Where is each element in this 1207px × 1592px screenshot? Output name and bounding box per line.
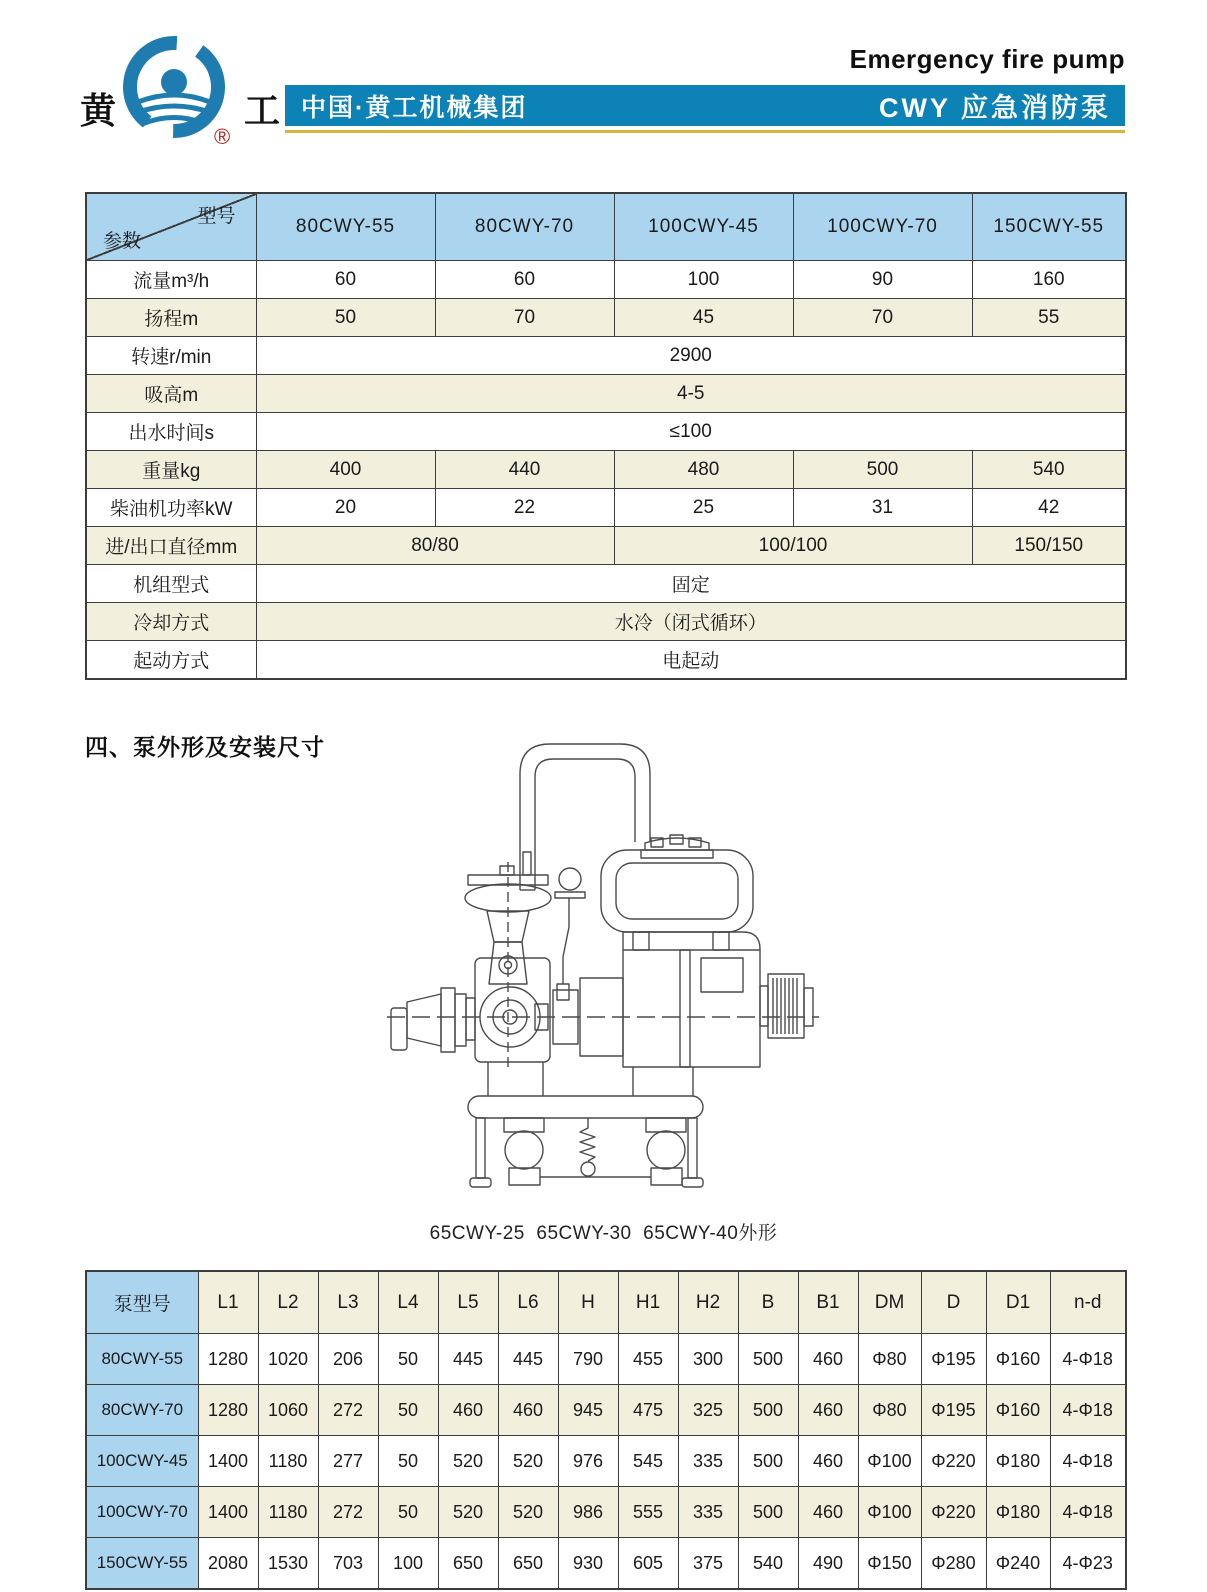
dim-cell: 540: [738, 1538, 798, 1590]
dim-cell: 475: [618, 1385, 678, 1436]
dim-col-header: D1: [986, 1271, 1050, 1334]
dim-cell: Φ160: [986, 1334, 1050, 1385]
dim-cell: 1280: [198, 1334, 258, 1385]
spec-table-row: [86, 565, 1126, 603]
spec-table-row: [86, 375, 1126, 413]
spec-row-label: 吸高m: [86, 375, 256, 413]
spec-row-label: 扬程m: [86, 299, 256, 337]
dim-row-label: 80CWY-55: [86, 1334, 198, 1385]
dim-cell: 650: [438, 1538, 498, 1590]
dim-col-header: L6: [498, 1271, 558, 1334]
dim-cell: 1180: [258, 1436, 318, 1487]
spec-cell: 45: [614, 299, 793, 337]
huanggong-logo: [66, 30, 298, 148]
dim-table-row: [86, 1334, 1126, 1385]
dim-col-header: L1: [198, 1271, 258, 1334]
spec-cell-merged: 水冷（闭式循环）: [256, 603, 1126, 641]
spec-cell: 400: [256, 451, 435, 489]
dim-cell: 2080: [198, 1538, 258, 1590]
spec-table-row: [86, 413, 1126, 451]
spec-cell: 60: [435, 261, 614, 299]
dim-row-label: 100CWY-45: [86, 1436, 198, 1487]
dim-col-header: L4: [378, 1271, 438, 1334]
dim-cell: 335: [678, 1487, 738, 1538]
dim-cell: Φ150: [858, 1538, 921, 1590]
spec-row-label: 起动方式: [86, 641, 256, 680]
dim-cell: 703: [318, 1538, 378, 1590]
spec-table-row: [86, 261, 1126, 299]
huanggong-logo-icon: [66, 30, 298, 148]
dim-cell: 1400: [198, 1487, 258, 1538]
spec-table-row: [86, 451, 1126, 489]
dim-cell: 976: [558, 1436, 618, 1487]
dim-col-header: 泵型号: [86, 1271, 198, 1334]
spec-cell: 480: [614, 451, 793, 489]
spec-row-label: 机组型式: [86, 565, 256, 603]
spec-row-label: 进/出口直径mm: [86, 527, 256, 565]
spec-cell-merged: 80/80: [256, 527, 614, 565]
dim-cell: Φ160: [986, 1385, 1050, 1436]
dim-col-header: L2: [258, 1271, 318, 1334]
spec-cell: 42: [972, 489, 1126, 527]
dim-cell: 1280: [198, 1385, 258, 1436]
pump-drawing-icon: [383, 722, 823, 1188]
dim-cell: 50: [378, 1385, 438, 1436]
dim-cell: Φ220: [921, 1487, 986, 1538]
spec-corner-cell: [86, 193, 256, 261]
dim-cell: Φ180: [986, 1487, 1050, 1538]
dim-cell: 375: [678, 1538, 738, 1590]
dim-cell: Φ100: [858, 1436, 921, 1487]
dim-table-body: [86, 1271, 1126, 1589]
dim-cell: 490: [798, 1538, 858, 1590]
dim-cell: Φ100: [858, 1487, 921, 1538]
corner-label-model: 型号: [197, 206, 236, 227]
dim-col-header: L5: [438, 1271, 498, 1334]
dim-cell: 500: [738, 1487, 798, 1538]
dim-row-label: 100CWY-70: [86, 1487, 198, 1538]
spec-cell-merged: 4-5: [256, 375, 1126, 413]
spec-cell-merged: 150/150: [972, 527, 1126, 565]
spec-cell: 90: [793, 261, 972, 299]
dim-cell: 500: [738, 1334, 798, 1385]
spec-table-row: [86, 527, 1126, 565]
dim-cell: 945: [558, 1385, 618, 1436]
dim-cell: 460: [798, 1385, 858, 1436]
spec-row-label: 冷却方式: [86, 603, 256, 641]
dim-cell: 930: [558, 1538, 618, 1590]
spec-table: [85, 192, 1127, 680]
dim-cell: 460: [798, 1487, 858, 1538]
page-title-en: Emergency fire pump: [849, 44, 1125, 74]
figure-caption: 65CWY-25 65CWY-30 65CWY-40外形: [429, 1223, 778, 1244]
dim-cell: 460: [798, 1334, 858, 1385]
dim-cell: 1020: [258, 1334, 318, 1385]
spec-header-row: [86, 193, 1126, 261]
dim-cell: 206: [318, 1334, 378, 1385]
dim-cell: 555: [618, 1487, 678, 1538]
spec-cell: 100: [614, 261, 793, 299]
company-name: 中国·黄工机械集团: [301, 93, 528, 122]
dim-cell: 460: [438, 1385, 498, 1436]
dim-cell: 272: [318, 1385, 378, 1436]
dim-cell: 50: [378, 1436, 438, 1487]
dim-cell: 1060: [258, 1385, 318, 1436]
spec-row-label: 流量m³/h: [86, 261, 256, 299]
dim-cell: 500: [738, 1436, 798, 1487]
dim-row-label: 150CWY-55: [86, 1538, 198, 1590]
dim-cell: 986: [558, 1487, 618, 1538]
dim-cell: 4-Φ18: [1050, 1436, 1126, 1487]
dim-cell: 100: [378, 1538, 438, 1590]
dim-cell: 790: [558, 1334, 618, 1385]
spec-cell: 160: [972, 261, 1126, 299]
spec-cell: 60: [256, 261, 435, 299]
dim-col-header: H: [558, 1271, 618, 1334]
header-banner: [285, 85, 1125, 126]
dim-cell: Φ180: [986, 1436, 1050, 1487]
spec-col-header: 100CWY-45: [614, 193, 793, 261]
dim-cell: Φ195: [921, 1334, 986, 1385]
pump-outline-drawing: [383, 722, 823, 1193]
dim-cell: 460: [498, 1385, 558, 1436]
spec-cell-merged: 100/100: [614, 527, 972, 565]
dim-cell: 650: [498, 1538, 558, 1590]
dim-cell: 1180: [258, 1487, 318, 1538]
spec-table-row: [86, 337, 1126, 375]
spec-cell-merged: 固定: [256, 565, 1126, 603]
dim-cell: 335: [678, 1436, 738, 1487]
spec-cell: 540: [972, 451, 1126, 489]
dim-cell: 300: [678, 1334, 738, 1385]
dim-cell: 520: [438, 1436, 498, 1487]
dim-table-row: [86, 1538, 1126, 1590]
dim-table-row: [86, 1487, 1126, 1538]
dim-cell: 520: [438, 1487, 498, 1538]
dim-cell: 520: [498, 1436, 558, 1487]
dim-cell: 4-Φ18: [1050, 1487, 1126, 1538]
dim-cell: 325: [678, 1385, 738, 1436]
dim-cell: 520: [498, 1487, 558, 1538]
spec-cell: 20: [256, 489, 435, 527]
spec-table-row: [86, 603, 1126, 641]
spec-cell: 500: [793, 451, 972, 489]
spec-cell: 50: [256, 299, 435, 337]
dim-row-label: 80CWY-70: [86, 1385, 198, 1436]
spec-col-header: 80CWY-70: [435, 193, 614, 261]
dim-col-header: B1: [798, 1271, 858, 1334]
dim-cell: Φ195: [921, 1385, 986, 1436]
dim-cell: 500: [738, 1385, 798, 1436]
gold-divider: [285, 130, 1125, 133]
spec-cell: 440: [435, 451, 614, 489]
section-title: 四、泵外形及安装尺寸: [85, 734, 325, 760]
spec-row-label: 柴油机功率kW: [86, 489, 256, 527]
dim-cell: 460: [798, 1436, 858, 1487]
dim-table-row: [86, 1385, 1126, 1436]
dim-col-header: D: [921, 1271, 986, 1334]
spec-cell: 31: [793, 489, 972, 527]
registered-mark: ®: [214, 124, 231, 148]
dim-cell: 277: [318, 1436, 378, 1487]
dim-cell: Φ280: [921, 1538, 986, 1590]
dim-cell: Φ240: [986, 1538, 1050, 1590]
dim-cell: 4-Φ18: [1050, 1334, 1126, 1385]
dim-table-row: [86, 1436, 1126, 1487]
spec-table-body: [86, 193, 1126, 679]
dim-cell: 545: [618, 1436, 678, 1487]
spec-cell: 25: [614, 489, 793, 527]
dim-col-header: L3: [318, 1271, 378, 1334]
spec-table-row: [86, 489, 1126, 527]
dim-cell: Φ220: [921, 1436, 986, 1487]
spec-cell-merged: ≤100: [256, 413, 1126, 451]
spec-cell: 22: [435, 489, 614, 527]
dim-cell: 4-Φ18: [1050, 1385, 1126, 1436]
spec-row-label: 重量kg: [86, 451, 256, 489]
dim-cell: 272: [318, 1487, 378, 1538]
spec-row-label: 转速r/min: [86, 337, 256, 375]
dim-cell: Φ80: [858, 1385, 921, 1436]
spec-cell: 55: [972, 299, 1126, 337]
spec-table-row: [86, 299, 1126, 337]
dim-col-header: DM: [858, 1271, 921, 1334]
spec-cell: 70: [435, 299, 614, 337]
dim-col-header: H1: [618, 1271, 678, 1334]
dim-col-header: H2: [678, 1271, 738, 1334]
spec-cell: 70: [793, 299, 972, 337]
spec-cell-merged: 电起动: [256, 641, 1126, 680]
dim-cell: 445: [438, 1334, 498, 1385]
dim-col-header: n-d: [1050, 1271, 1126, 1334]
dim-cell: 1400: [198, 1436, 258, 1487]
logo-right-char: 工: [244, 90, 281, 131]
logo-left-char: 黄: [80, 90, 117, 131]
dimension-table: [85, 1270, 1127, 1590]
dim-cell: Φ80: [858, 1334, 921, 1385]
dim-cell: 605: [618, 1538, 678, 1590]
dim-cell: 50: [378, 1487, 438, 1538]
dim-cell: 455: [618, 1334, 678, 1385]
dim-col-header: B: [738, 1271, 798, 1334]
dim-cell: 4-Φ23: [1050, 1538, 1126, 1590]
dim-cell: 445: [498, 1334, 558, 1385]
dim-header-row: [86, 1271, 1126, 1334]
spec-row-label: 出水时间s: [86, 413, 256, 451]
spec-col-header: 150CWY-55: [972, 193, 1126, 261]
dim-cell: 50: [378, 1334, 438, 1385]
corner-label-param: 参数: [103, 231, 142, 252]
spec-table-row: [86, 641, 1126, 680]
spec-col-header: 100CWY-70: [793, 193, 972, 261]
spec-col-header: 80CWY-55: [256, 193, 435, 261]
dim-cell: 1530: [258, 1538, 318, 1590]
product-title-cn: CWY 应急消防泵: [878, 93, 1111, 123]
spec-cell-merged: 2900: [256, 337, 1126, 375]
